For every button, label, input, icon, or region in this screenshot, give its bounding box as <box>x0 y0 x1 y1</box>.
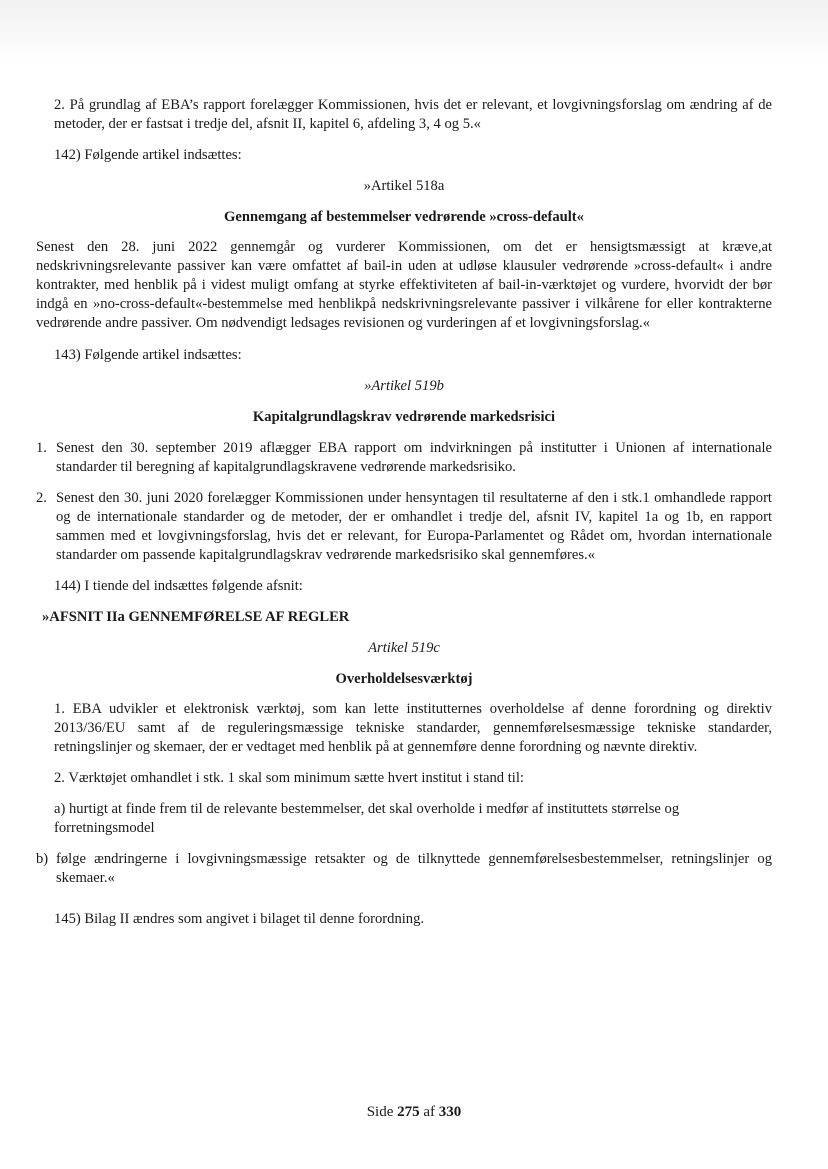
article-519c-point-b <box>36 850 772 888</box>
paragraph-2-prev: 2. På grundlag af EBA’s rapport forelægger Kommissionen, hvis det er relevant, et lovgivningsforslag om ændring af de metoder, der er fastsat i tredje del, afsnit II, kapitel 6, afdeling 3, 4 og 5.« <box>54 97 772 132</box>
article-519b-point-1 <box>36 439 772 477</box>
point-text: Senest den 30. juni 2020 forelægger Kommissionen under hensyntagen til resultaterne af den i stk.1 omhandlede rapport og de internationale standarder og de metoder, der er omhandlet i tredje del, afsnit IV, kapitel 1a og 1b, en rapport sammen med et lovgivningsforslag, hvis det er relevant, for Europa-Parlamentet og Rådet om, hvordan internationale standarder om passende kapitalgrundlagskrav vedrørende markedsrisiko skal gennemføres.« <box>56 490 772 563</box>
footer-mid: af <box>423 1104 436 1120</box>
article-519c-heading: Overholdelsesværktøj <box>335 671 473 687</box>
scan-top-band <box>0 0 828 60</box>
footer-page-number: 275 <box>397 1104 420 1120</box>
article-519c-point-a: a) hurtigt at finde frem til de relevante bestemmelser, det skal overholde i medfør af instituttets størrelse og forretningsmodel <box>54 801 680 836</box>
article-519b-point-2 <box>36 489 772 565</box>
article-519c-title: Artikel 519c <box>368 640 440 656</box>
amendment-item-145: 145) Bilag II ændres som angivet i bilaget til denne forordning. <box>54 911 425 927</box>
article-518a-heading: Gennemgang af bestemmelser vedrørende »cross-default« <box>224 209 584 225</box>
amendment-item-143: 143) Følgende artikel indsættes: <box>54 347 242 363</box>
document-page <box>36 96 772 929</box>
point-text: følge ændringerne i lovgivningsmæssige retsakter og de tilknyttede gennemførelsesbestemmelser, retningslinjer og skemaer.« <box>56 851 772 886</box>
article-519c-para-1: 1. EBA udvikler et elektronisk værktøj, som kan lette institutternes overholdelse af denne forordning og direktiv 2013/36/EU samt af de reguleringsmæssige tekniske standarder, gennemførelsesmæssige tekniske standarder, retningslinjer og skemaer, der er vedtaget med henblik på at gennemføre denne forordning og nævnte direktiv. <box>54 701 772 755</box>
page-footer <box>0 1104 828 1121</box>
point-text: Senest den 30. september 2019 aflægger EBA rapport om indvirkningen på institutter i Unionen af internationale standarder til beregning af kapitalgrundlagskravene vedrørende markedsrisiko. <box>56 440 772 475</box>
point-number: 2. <box>36 490 47 506</box>
section-heading: »AFSNIT IIa GENNEMFØRELSE AF REGLER <box>42 609 350 625</box>
amendment-item-142: 142) Følgende artikel indsættes: <box>54 147 242 163</box>
footer-total-pages: 330 <box>438 1104 462 1120</box>
article-519b-heading: Kapitalgrundlagskrav vedrørende markedsrisici <box>252 409 556 425</box>
article-518a-body: Senest den 28. juni 2022 gennemgår og vurderer Kommissionen, om det er hensigtsmæssigt at kræve,at nedskrivningsrelevante passiver kan være omfattet af bail-in uden at udløse klausuler vedrørende »cross-default« i andre kontrakter, med henblik på i videst muligt omfang at styrke effektiviteten af bail-in-værktøjet og vurdere, hvorvidt der bør indgå en »no-cross-default«-bestemmelse med henblikpå nedskrivningsrelevante passiver i vilkårene for eller kontrakterne vedrørende andre passiver. Om nødvendigt ledsages revisionen og vurderingen af et lovgivningsforslag.« <box>36 239 772 331</box>
point-label: b) <box>36 851 49 867</box>
article-519b-title: »Artikel 519b <box>364 378 444 394</box>
amendment-item-144: 144) I tiende del indsættes følgende afsnit: <box>54 578 303 594</box>
article-519c-para-2: 2. Værktøjet omhandlet i stk. 1 skal som minimum sætte hvert institut i stand til: <box>54 770 524 786</box>
point-number: 1. <box>36 440 47 456</box>
article-518a-title: »Artikel 518a <box>363 178 445 194</box>
footer-prefix: Side <box>366 1104 394 1120</box>
